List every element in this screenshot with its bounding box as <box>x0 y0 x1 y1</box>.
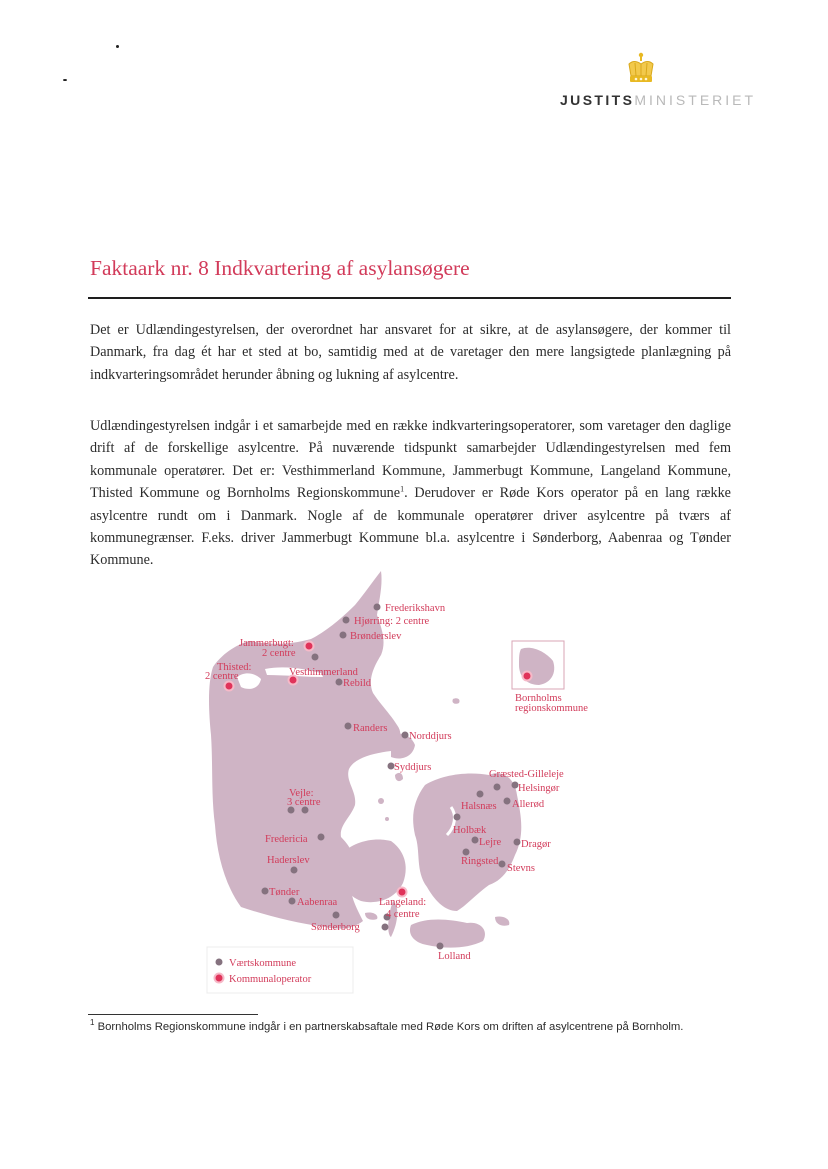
host-dot <box>494 784 501 791</box>
label-jammerbugt-2: 2 centre <box>262 648 296 659</box>
label-aabenraa: Aabenraa <box>297 897 338 908</box>
label-norddjurs: Norddjurs <box>409 731 452 742</box>
legend-operator-label: Kommunaloperator <box>229 974 312 985</box>
label-hjorring: Hjørring: 2 centre <box>354 616 430 627</box>
host-dot <box>262 888 269 895</box>
logo-word-bold: JUSTITS <box>560 92 635 108</box>
host-dot <box>318 834 325 841</box>
host-dot <box>514 839 521 846</box>
operator-dot <box>523 672 532 681</box>
label-helsingor: Helsingør <box>518 783 560 794</box>
host-dot <box>382 924 389 931</box>
label-sonderborg: Sønderborg <box>311 922 360 933</box>
label-stevns: Stevns <box>507 863 536 874</box>
islet <box>385 817 389 821</box>
host-dot <box>499 861 506 868</box>
map-land <box>209 571 521 948</box>
label-halsnaes: Halsnæs <box>461 801 497 812</box>
logo-wordmark <box>560 92 756 108</box>
label-dragor: Dragør <box>521 839 551 850</box>
label-bronderslev: Brønderslev <box>350 631 402 642</box>
title-divider <box>88 297 731 299</box>
justitsministeriet-logo <box>560 48 757 118</box>
scan-speck <box>116 45 119 48</box>
mon-island <box>495 916 509 925</box>
footnote-number: 1 <box>90 1018 95 1028</box>
label-grested: Græsted-Gilleleje <box>489 769 564 780</box>
host-dot <box>336 679 343 686</box>
host-dot <box>333 912 340 919</box>
paragraph-2-part-b: . Derudover er Røde Kors operator på en lang række asylcentre rundt om i Danmark. Nogle af de kommunale operatører driver asylcentre på tværs af kommunegrænser. F.eks. driver Jammerbugt Kommune bl.a. asylcentre i Sønderborg, Aabenraa og Tønder Kommune. <box>90 485 731 569</box>
paragraph-2-part-a: Udlændingestyrelsen indgår i et samarbejde med en række indkvarteringsoperatorer, som varetager den daglige drift af de forskellige asylcentre. På nuværende tidspunkt samarbejder Udlændingestyrelsen med fem kommunale operatører. Det er: Vesthimmerland Kommune, Jammerbugt Kommune, Langeland Kommune, Thisted Kommune og Bornholms Regionskommune <box>90 418 731 502</box>
zealand-island <box>413 773 521 911</box>
funen-island <box>339 840 405 903</box>
islet <box>378 798 384 804</box>
logo-word-light: MINISTERIET <box>634 92 757 108</box>
host-dot <box>289 898 296 905</box>
map-legend-box <box>207 947 353 993</box>
crown-icon <box>626 52 656 88</box>
host-dot <box>340 632 347 639</box>
host-dot <box>463 849 470 856</box>
label-tonder: Tønder <box>269 887 300 898</box>
label-vejle-2: 3 centre <box>287 797 321 808</box>
label-vejle-1: Vejle: <box>289 788 314 799</box>
label-randers: Randers <box>353 723 388 734</box>
scan-speck <box>63 79 67 81</box>
host-dot <box>504 798 511 805</box>
operator-dot <box>398 888 407 897</box>
label-holbaek: Holbæk <box>453 825 487 836</box>
label-thisted-1: Thisted: <box>217 662 252 673</box>
label-thisted-2: 2 centre <box>205 671 239 682</box>
host-dot <box>472 837 479 844</box>
host-dot <box>291 867 298 874</box>
footnote-text: Bornholms Regionskommune indgår i en partnerskabsaftale med Røde Kors om driften af asylcentrene på Bornholm. <box>97 1021 684 1033</box>
page-title: Faktaark nr. 8 Indkvartering af asylansøgere <box>90 256 470 280</box>
paragraph-2 <box>90 415 731 572</box>
host-dot <box>345 723 352 730</box>
label-frederikshavn: Frederikshavn <box>385 603 446 614</box>
host-dot <box>477 791 484 798</box>
label-bornholm-2: regionskommune <box>515 703 588 714</box>
label-syddjurs: Syddjurs <box>394 762 432 773</box>
host-dot <box>402 732 409 739</box>
host-dot <box>312 654 319 661</box>
anholt-island <box>452 698 459 704</box>
lolland-falster <box>410 920 485 948</box>
label-bornholm-1: Bornholms <box>515 693 562 704</box>
denmark-map-svg <box>205 565 615 997</box>
label-lejre: Lejre <box>479 837 502 848</box>
label-jammerbugt-1: Jammerbugt: <box>239 638 294 649</box>
label-fredericia: Fredericia <box>265 834 308 845</box>
footnote-reference: 1 <box>400 484 405 494</box>
asylum-centre-map <box>205 565 615 997</box>
legend-operator-dot <box>215 974 224 983</box>
host-dot <box>454 814 461 821</box>
operator-dot <box>225 682 234 691</box>
footnote <box>90 1018 684 1033</box>
footnote-divider <box>88 1014 258 1015</box>
label-rebild: Rebild <box>343 678 371 689</box>
label-lolland: Lolland <box>438 951 471 962</box>
label-allerod: Allerød <box>512 799 545 810</box>
label-haderslev: Haderslev <box>267 855 310 866</box>
paragraph-1: Det er Udlændingestyrelsen, der overordnet har ansvaret for at sikre, at de asylansøgere, der kommer til Danmark, fra dag ét har et sted at bo, samtidig med at de varetager den mere langsigtede planlægning på indkvarteringsområdet herunder åbning og lukning af asylcentre. <box>90 322 731 383</box>
legend-host-dot <box>216 959 223 966</box>
label-langeland-1: Langeland: <box>379 897 427 908</box>
host-dot <box>374 604 381 611</box>
host-dot <box>437 943 444 950</box>
label-ringsted: Ringsted <box>461 856 499 867</box>
legend-host-label: Værtskommune <box>229 958 297 969</box>
samso-island <box>395 773 403 781</box>
label-langeland-2: 4 centre <box>386 909 420 920</box>
operator-dot <box>305 642 314 651</box>
host-dot <box>343 617 350 624</box>
aero-island <box>365 912 377 919</box>
label-vesthimmerland: Vesthimmerland <box>289 667 358 678</box>
